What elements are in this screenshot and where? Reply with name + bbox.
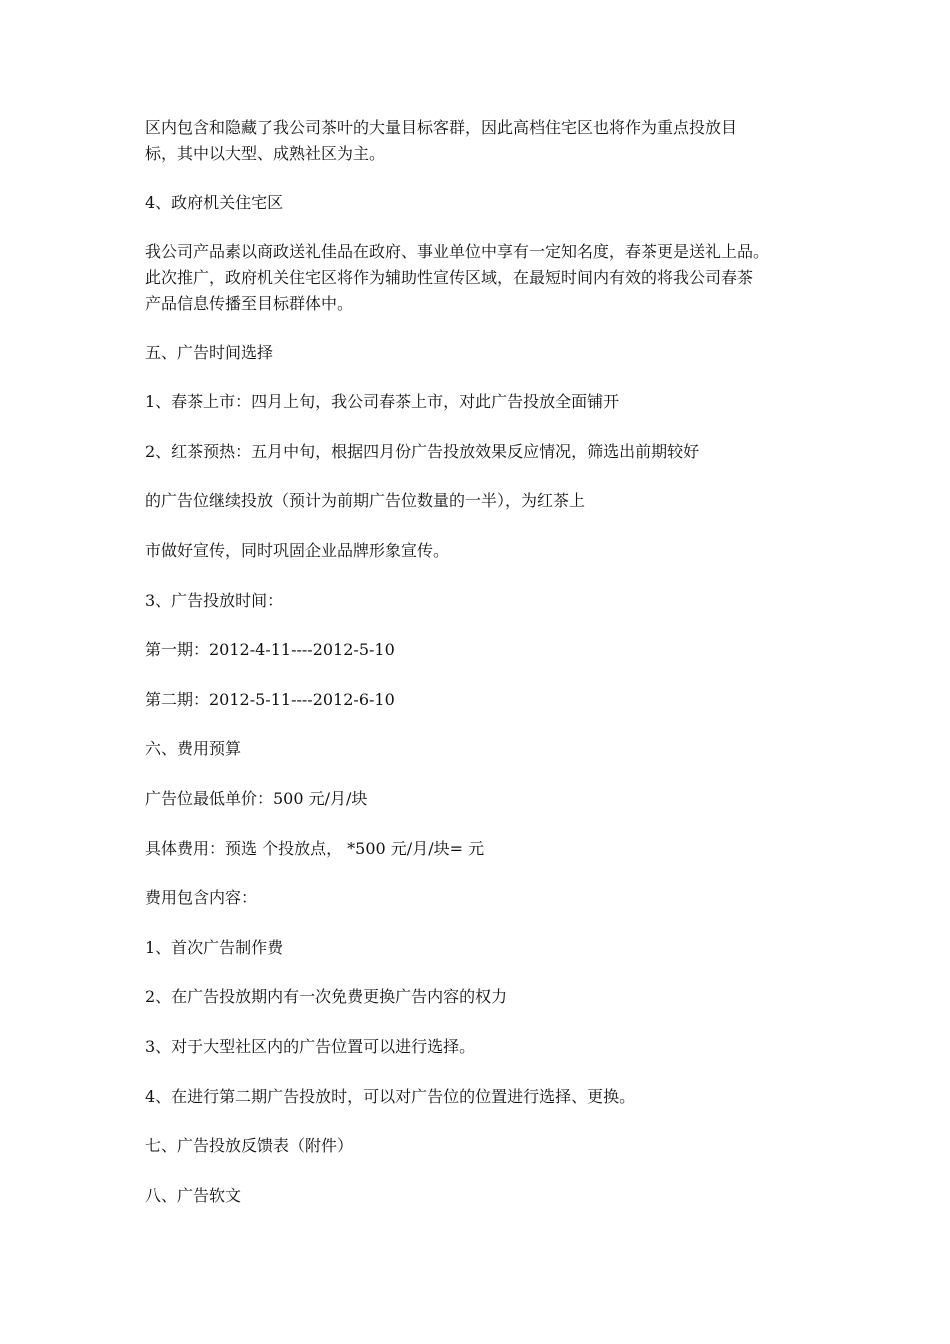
paragraph-line: 的广告位继续投放（预计为前期广告位数量的一半），为红茶上: [145, 491, 586, 510]
section-heading: 八、广告软文: [145, 1186, 242, 1205]
list-item: 3、对于大型社区内的广告位置可以进行选择。: [145, 1037, 476, 1056]
list-item: 1、首次广告制作费: [145, 938, 284, 957]
list-item: 1、春茶上市：四月上旬，我公司春茶上市，对此广告投放全面铺开: [145, 392, 620, 411]
paragraph-line: 我公司产品素以商政送礼佳品在政府、事业单位中享有一定知名度，春茶更是送礼上品。: [145, 242, 770, 261]
list-item: 4、在进行第二期广告投放时，可以对广告位的位置进行选择、更换。: [145, 1087, 636, 1106]
schedule-line: 第二期：2012-5-11----2012-6-10: [145, 690, 395, 709]
section-heading: 4、政府机关住宅区: [145, 193, 284, 212]
section-heading: 六、费用预算: [145, 739, 242, 758]
paragraph-line: 具体费用：预选 个投放点， *500 元/月/块= 元: [145, 839, 485, 858]
paragraph-line: 广告位最低单价：500 元/月/块: [145, 789, 368, 808]
section-heading: 七、广告投放反馈表（附件）: [145, 1136, 354, 1155]
section-heading: 五、广告时间选择: [145, 343, 274, 362]
paragraph-line: 标，其中以大型、成熟社区为主。: [145, 144, 386, 163]
schedule-line: 第一期：2012-4-11----2012-5-10: [145, 640, 395, 659]
paragraph-line: 此次推广，政府机关住宅区将作为辅助性宣传区域，在最短时间内有效的将我公司春茶: [145, 268, 754, 287]
list-item: 3、广告投放时间：: [145, 591, 284, 610]
paragraph-line: 区内包含和隐藏了我公司茶叶的大量目标客群，因此高档住宅区也将作为重点投放目: [145, 118, 738, 137]
paragraph-line: 费用包含内容：: [145, 888, 258, 907]
list-item: 2、在广告投放期内有一次免费更换广告内容的权力: [145, 987, 508, 1006]
paragraph-line: 产品信息传播至目标群体中。: [145, 294, 354, 313]
list-item: 2、红茶预热：五月中旬，根据四月份广告投放效果反应情况，筛选出前期较好: [145, 442, 700, 461]
paragraph-line: 市做好宣传，同时巩固企业品牌形象宣传。: [145, 541, 450, 560]
